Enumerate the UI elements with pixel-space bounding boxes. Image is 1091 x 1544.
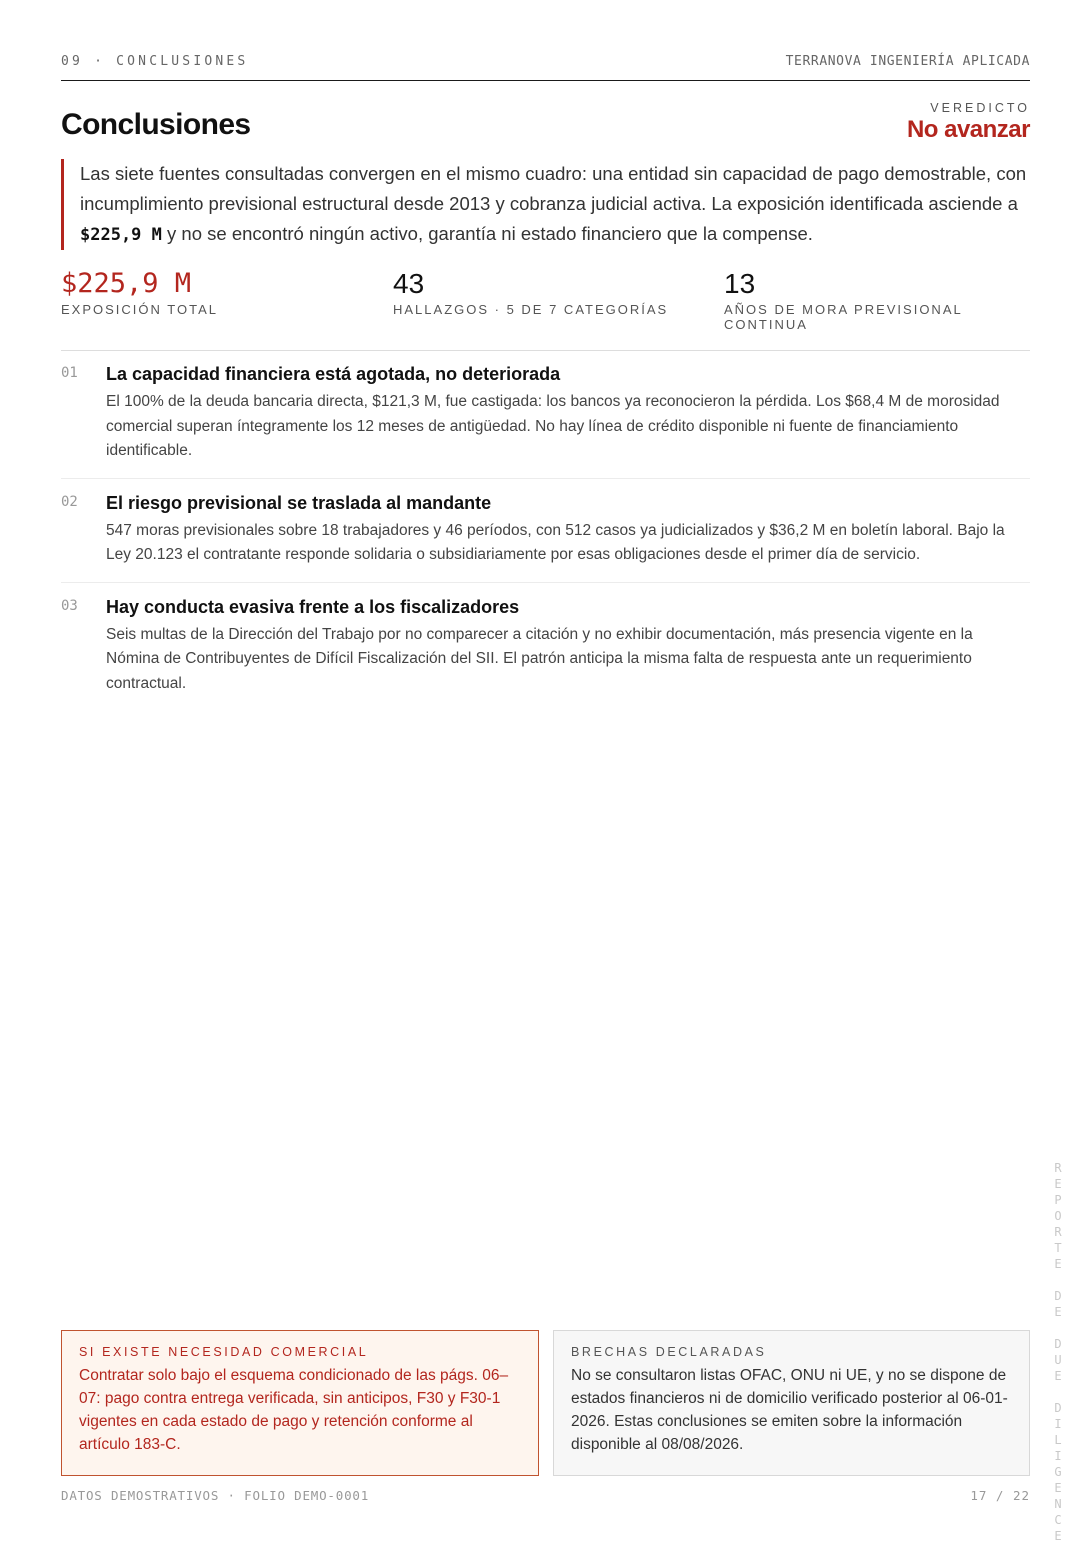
stat-findings <box>393 268 693 317</box>
stat-label: AÑOS DE MORA PREVISIONAL CONTINUA <box>724 302 963 332</box>
stat-value: 43 <box>393 268 425 299</box>
finding-item <box>61 583 1030 711</box>
finding-title: El riesgo previsional se traslada al mandante <box>106 492 492 513</box>
stat-value: $225,9 M <box>61 268 192 299</box>
verdict-value: No avanzar <box>906 116 1030 143</box>
footer-folio: DATOS DEMOSTRATIVOS · FOLIO DEMO-0001 <box>61 1488 370 1503</box>
condition-box <box>61 1330 539 1476</box>
stat-label: EXPOSICIÓN TOTAL <box>61 302 218 317</box>
stats-row <box>61 268 1030 351</box>
finding-item <box>61 479 1030 583</box>
page-header <box>61 52 1030 81</box>
intro-text-after: y no se encontró ningún activo, garantía ni estado financiero que la compense. <box>161 223 813 244</box>
side-report-label: R E P O R T E D E D U E D I L I G E N C E <box>1054 1161 1062 1543</box>
finding-number: 03 <box>61 597 78 614</box>
stat-label: HALLAZGOS · 5 DE 7 CATEGORÍAS <box>393 302 669 317</box>
company-name: TERRANOVA INGENIERÍA APLICADA <box>785 54 1030 69</box>
verdict-label: VEREDICTO <box>930 101 1030 115</box>
intro-quote <box>61 159 1030 250</box>
page-number: 17 / 22 <box>970 1488 1030 1503</box>
finding-number: 01 <box>61 365 78 381</box>
page-title: Conclusiones <box>61 108 251 141</box>
finding-text: Seis multas de la Dirección del Trabajo por no comparecer a citación y no exhibir documentación, más presencia vigente en la Nómina de Contribuyentes de Difícil Fiscalización del SII. El patrón anticipa la misma falta de respuesta ante un requerimiento contractual. <box>106 625 973 692</box>
finding-text: El 100% de la deuda bancaria directa, $121,3 M, fue castigada: los bancos ya reconocieron la pérdida. Los $68,4 M de morosidad comercial superan íntegramente los 12 meses de antigüedad. No hay línea de crédito disponible ni fuente de financiamiento identificable. <box>106 393 1000 459</box>
finding-number: 02 <box>61 493 78 510</box>
intro-text <box>80 159 1030 250</box>
stat-years <box>724 268 1024 332</box>
stat-exposure <box>61 268 361 317</box>
intro-text-before: Las siete fuentes consultadas convergen en el mismo cuadro: una entidad sin capacidad de pago demostrable, con incumplimiento previsional estructural desde 2013 y cobranza judicial activa. La exposición identificada asciende a <box>80 163 1027 214</box>
finding-text: 547 moras previsionales sobre 18 trabajadores y 46 períodos, con 512 casos ya judicializados y $36,2 M en boletín laboral. Bajo la Ley 20.123 el contratante responde solidaria o subsidiariamente por esas obligaciones desde el primer día de servicio. <box>106 521 1005 563</box>
condition-box-title: SI EXISTE NECESIDAD COMERCIAL <box>79 1345 369 1359</box>
finding-title: Hay conducta evasiva frente a los fiscalizadores <box>106 596 520 617</box>
condition-box-text: Contratar solo bajo el esquema condicionado de las págs. 06–07: pago contra entrega verificada, sin anticipos, F30 y F30-1 vigentes en cada estado de pago y retención conforme al artículo 183-C. <box>79 1367 509 1453</box>
gaps-box-title: BRECHAS DECLARADAS <box>571 1345 767 1359</box>
gaps-box <box>553 1330 1030 1476</box>
gaps-box-text: No se consultaron listas OFAC, ONU ni UE, y no se dispone de estados financieros ni de domicilio verificado posterior al 06-01-2026. Estas conclusiones se emiten sobre la información disponible al 08/08/2026. <box>571 1367 1008 1453</box>
section-label: 09 · CONCLUSIONES <box>61 54 249 69</box>
finding-item <box>61 350 1030 479</box>
stat-value: 13 <box>724 268 756 299</box>
findings-list <box>61 350 1030 710</box>
finding-title: La capacidad financiera está agotada, no deteriorada <box>106 364 561 384</box>
intro-highlight: $225,9 M <box>80 225 162 245</box>
